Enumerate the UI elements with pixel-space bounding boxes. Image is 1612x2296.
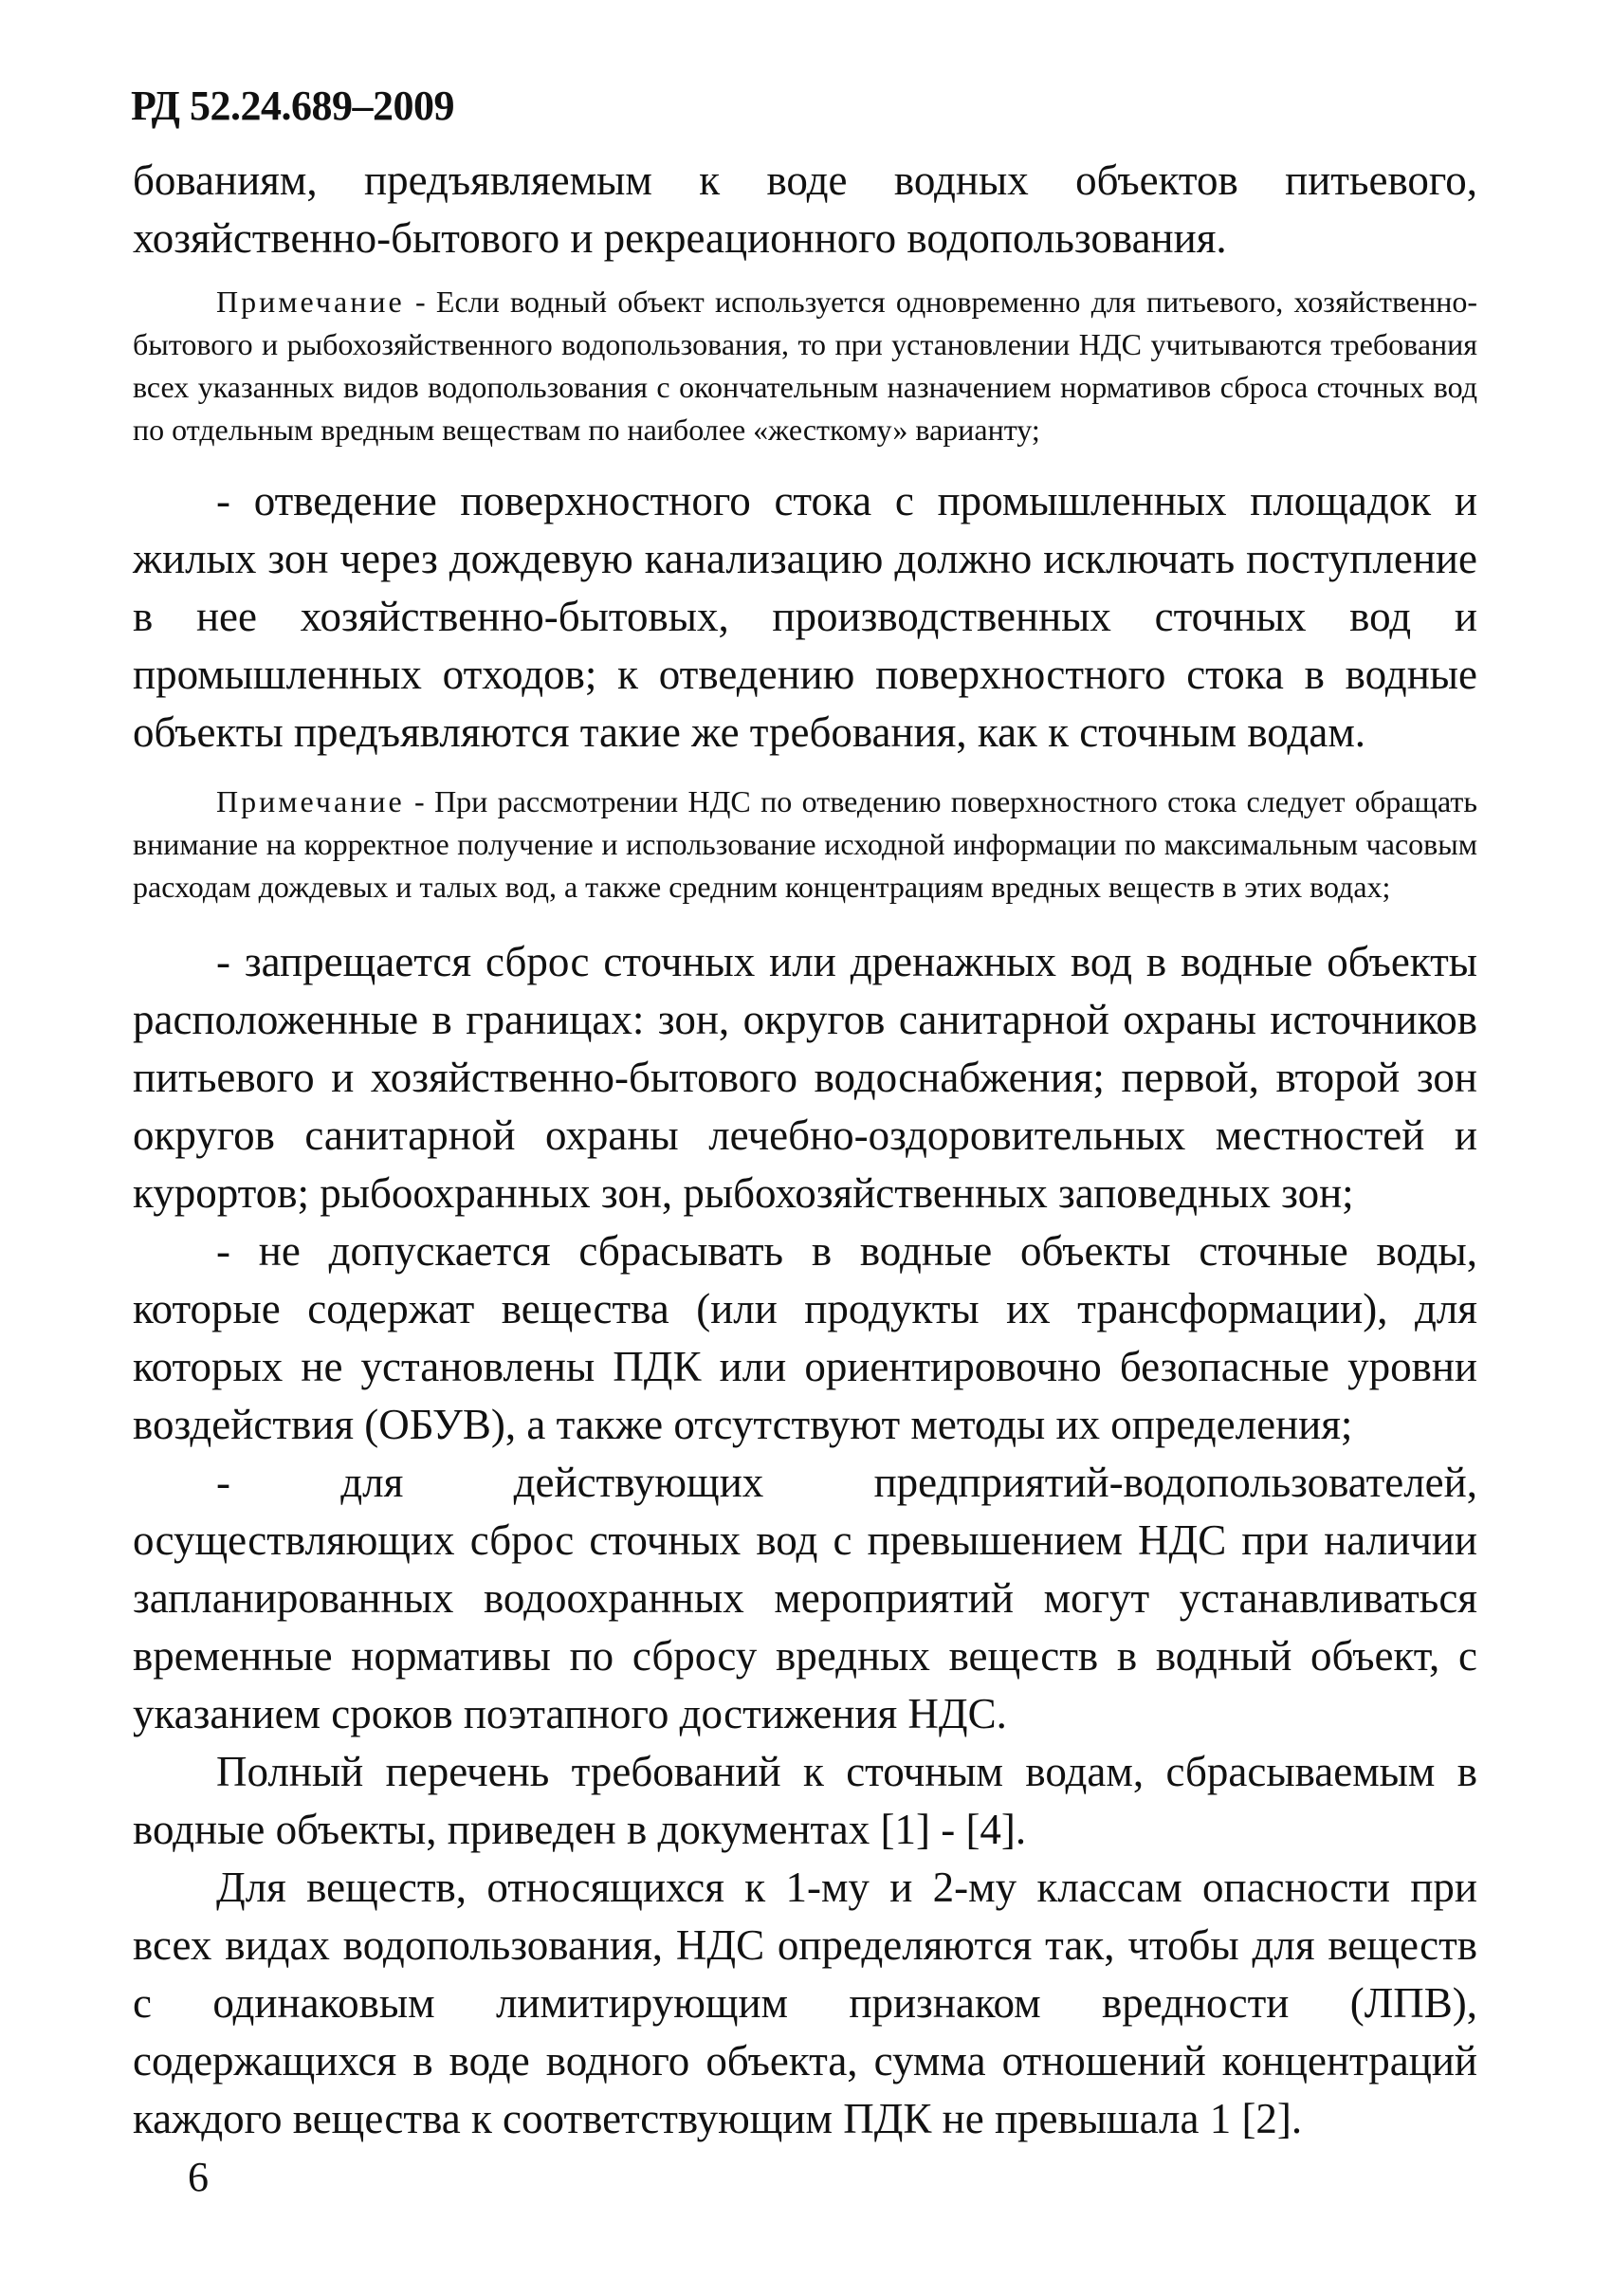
paragraph-hazard-classes: Для веществ, относящихся к 1-му и 2-му классам опасности при всех видах водопользования, НДС определяются так, чтобы для веществ с одинаковым лимитирующим признаком вредности (ЛПВ), содержащихся в воде водного объекта, сумма отношений концентраций каждого вещества к соответствующим ПДК не превышала 1 [2]. bbox=[133, 1864, 1477, 2142]
paragraph-continuation: бованиям, предъявляемым к воде водных объектов питьевого, хозяйственно-бытового и рекреационного водопользования. bbox=[133, 156, 1477, 262]
list-item-surface-runoff: - отведение поверхностного стока с промышленных площадок и жилых зон через дождевую канализацию должно исключать поступление в нее хозяйственно-бытовых, производственных сточных вод и промышленных отходов; к отведению поверхностного стока в водные объекты предъявляются такие же требования, как к сточным водам. bbox=[133, 477, 1477, 756]
document-code-header: РД 52.24.689–2009 bbox=[131, 83, 454, 129]
list-item-discharge-prohibition: - запрещается сброс сточных или дренажных вод в водные объекты расположенные в границах: зон, округов санитарной охраны источников питьевого и хозяйственно-бытового водоснабжения; первой, второй зон округов санитарной охраны лечебно-оздоровительных местностей и курортов; рыбоохранных зон, рыбохозяйственных заповедных зон; bbox=[133, 938, 1477, 1217]
note-label: Примечание bbox=[216, 285, 405, 319]
note-text: - Если водный объект используется одновременно для питьевого, хозяйственно-бытового и рыбохозяйственного водопользования, то при установлении НДС учитываются требования всех указанных видов водопользования с окончательным назначением нормативов сброса сточных вод по отдельным вредным веществам по наиболее «жесткому» варианту; bbox=[133, 285, 1477, 447]
document-body bbox=[133, 152, 1477, 2148]
note-text: - При рассмотрении НДС по отведению поверхностного стока следует обращать внимание на корректное получение и использование исходной информации по максимальным часовым расходам дождевых и талых вод, а также средним концентрациям вредных веществ в этих водах; bbox=[133, 784, 1477, 904]
note-paragraph bbox=[133, 281, 1477, 451]
list-item-temporary-standards: - для действующих предприятий-водопользователей, осуществляющих сброс сточных вод с превышением НДС при наличии запланированных водоохранных мероприятий могут устанавливаться временные нормативы по сбросу вредных веществ в водный объект, с указанием сроков поэтапного достижения НДС. bbox=[133, 1459, 1477, 1737]
note-paragraph bbox=[133, 781, 1477, 909]
paragraph-requirements-list: Полный перечень требований к сточным водам, сбрасываемым в водные объекты, приведен в документах [1] - [4]. bbox=[133, 1748, 1477, 1853]
note-label: Примечание bbox=[216, 784, 405, 818]
list-item-no-mpc-substances: - не допускается сбрасывать в водные объекты сточные воды, которые содержат вещества (или продукты их трансформации), для которых не установлены ПДК или ориентировочно безопасные уровни воздействия (ОБУВ), а также отсутствуют методы их определения; bbox=[133, 1227, 1477, 1448]
page-number: 6 bbox=[188, 2154, 209, 2200]
